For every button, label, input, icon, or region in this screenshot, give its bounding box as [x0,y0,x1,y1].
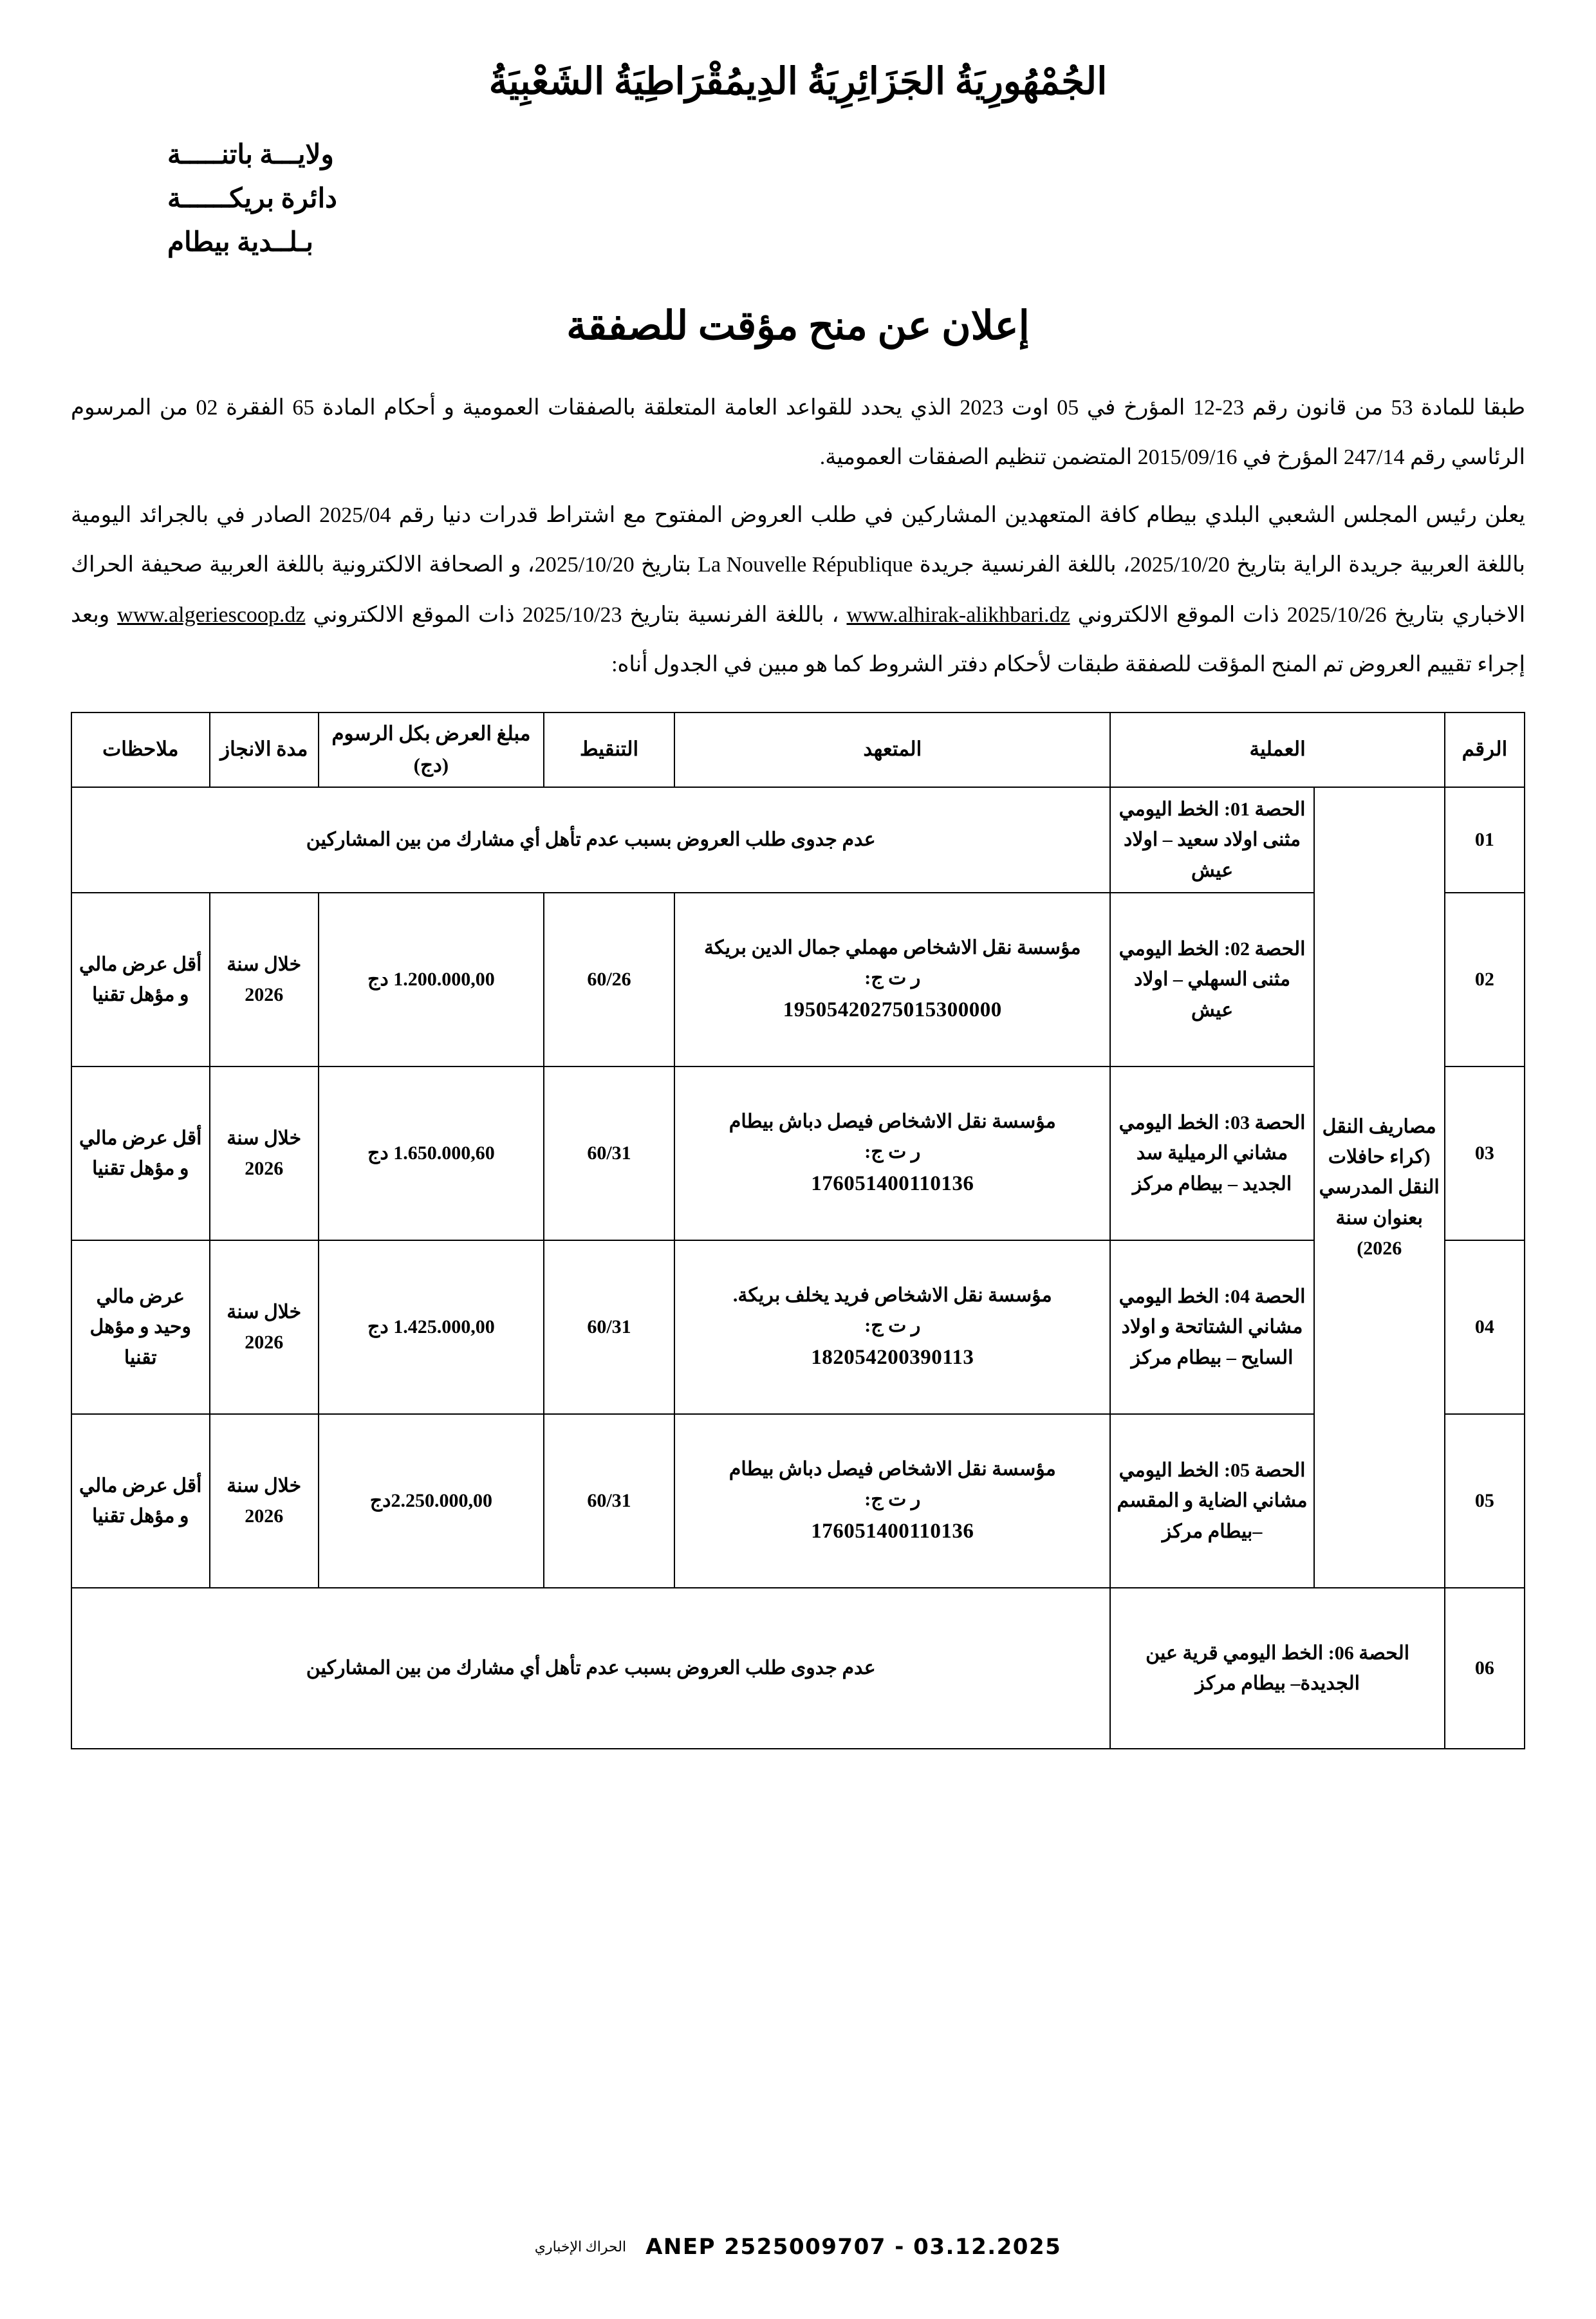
row-number: 06 [1445,1588,1525,1749]
header-operation: العملية [1110,712,1444,787]
body-text [71,383,1525,690]
bidder-name: مؤسسة نقل الاشخاص فيصل دباش بيطام [728,1458,1056,1480]
rc-label: ر ت ج: [864,1315,921,1337]
table-row [71,1066,1525,1240]
announcement-paragraph [71,490,1525,690]
header-notes: ملاحظات [71,712,210,787]
lot-description: الحصة 04: الخط اليومي مشاني الشتاتحة و اولاد السايح – بيطام مركز [1110,1240,1313,1414]
duration-cell: خلال سنة 2026 [210,1240,319,1414]
note-cell: أقل عرض مالي و مؤهل تقنيا [71,1414,210,1588]
rc-number: 182054200390113 [811,1346,974,1370]
bidder-cell [674,893,1110,1066]
header-num: الرقم [1445,712,1525,787]
score-cell: 60/31 [544,1240,674,1414]
duration-cell: خلال سنة 2026 [210,893,319,1066]
rc-label: ر ت ج: [864,1489,921,1511]
announcement-line-4a: باللغة الفرنسية بتاريخ 2025/10/23 ذات الموقع الالكتروني [313,602,824,627]
wilaya-line: ولايـــة باتنـــــة [167,140,334,170]
table-row [71,1414,1525,1588]
lot-description: الحصة 05: الخط اليومي مشاني الضاية و المقسم –بيطام مركز [1110,1414,1313,1588]
document-page [0,61,1596,2319]
administration-block [71,133,1525,265]
page-title: إعلان عن منح مؤقت للصفقة [566,304,1030,348]
legal-basis-paragraph [71,383,1525,483]
daira-line: دائرة بريكــــــة [167,183,337,214]
announcement-line-5: طبقات لأحكام دفتر الشروط كما هو مبين في الجدول أناه: [611,653,1120,677]
announcement-line-3b: ، [831,602,839,627]
announcement-line-2b: بتاريخ 2025/10/20، و [510,553,691,577]
table-header-row [71,712,1525,787]
void-notice: عدم جدوى طلب العروض بسبب عدم تأهل أي مشارك من بين المشاركين [71,787,1110,893]
lot-description: الحصة 06: الخط اليومي قرية عين الجديدة– بيطام مركز [1110,1588,1444,1749]
legal-basis-line-2: 02 من المرسوم الرئاسي رقم 247/14 المؤرخ في 2015/09/16 المتضمن تنظيم الصفقات العمومية. [71,395,1525,470]
table-row [71,1240,1525,1414]
duration-cell: خلال سنة 2026 [210,1414,319,1588]
award-table [71,712,1525,1749]
amount-cell: 1.200.000,00 دج [319,893,544,1066]
bidder-name: مؤسسة نقل الاشخاص مهملي جمال الدين بريكة [704,936,1081,958]
note-cell: أقل عرض مالي و مؤهل تقنيا [71,893,210,1066]
score-cell: 60/31 [544,1414,674,1588]
duration-cell: خلال سنة 2026 [210,1066,319,1240]
note-cell: أقل عرض مالي و مؤهل تقنيا [71,1066,210,1240]
bidder-cell [674,1240,1110,1414]
bidder-cell [674,1414,1110,1588]
republic-heading: الجُمْهُورِيَةُ الجَزَائِرِيَةُ الدِيمُقْرَاطِيَةُ الشَعْبِيَةُ [488,61,1108,102]
announcement-line-4b: وبعد إجراء تقييم العروض تم المنح المؤقت للصفقة [71,602,1525,677]
row-number: 05 [1445,1414,1525,1588]
announcement-line-3a: الصحافة الالكترونية باللغة العربية صحيفة الحراك الاخباري بتاريخ 2025/10/26 ذات الموقع الالكتروني [71,553,1526,627]
note-cell: عرض مالي وحيد و مؤهل تقنيا [71,1240,210,1414]
void-notice: عدم جدوى طلب العروض بسبب عدم تأهل أي مشارك من بين المشاركين [71,1588,1110,1749]
algeriescoop-website-link[interactable]: www.algeriescoop.dz [117,602,306,627]
lot-description: الحصة 02: الخط اليومي مثنى السهلي – اولاد عيش [1110,893,1313,1066]
rc-label: ر ت ج: [864,967,921,989]
amount-cell: 1.425.000,00 دج [319,1240,544,1414]
rc-number: 176051400110136 [811,1520,974,1543]
amount-cell: 2.250.000,00دج [319,1414,544,1588]
row-number: 01 [1445,787,1525,893]
row-number: 02 [1445,893,1525,1066]
table-row [71,787,1525,893]
anep-reference: ANEP 2525009707 - 03.12.2025 [645,2234,1062,2260]
score-cell: 60/31 [544,1066,674,1240]
legal-basis-line-1: طبقا للمادة 53 من قانون رقم 23-12 المؤرخ في 05 اوت 2023 الذي يحدد للقواعد العامة المتعلقة بالصفقات العمومية و أحكام المادة 65 الفقرة [226,395,1526,420]
header-bidder: المتعهد [674,712,1110,787]
header-score: التنقيط [544,712,674,787]
table-row [71,893,1525,1066]
alhirak-website-link[interactable]: www.alhirak-alikhbari.dz [846,602,1070,627]
lot-description: الحصة 01: الخط اليومي مثنى اولاد سعيد – اولاد عيش [1110,787,1313,893]
rc-label: ر ت ج: [864,1141,921,1163]
amount-cell: 1.650.000,60 دج [319,1066,544,1240]
lot-description: الحصة 03: الخط اليومي مشاني الرميلية سد الجديد – بيطام مركز [1110,1066,1313,1240]
bidder-name: مؤسسة نقل الاشخاص فريد يخلف بريكة. [732,1284,1052,1306]
score-cell: 60/26 [544,893,674,1066]
table-row [71,1588,1525,1749]
header-duration: مدة الانجاز [210,712,319,787]
announcement-line-2a: اليومية باللغة العربية جريدة الراية بتاريخ 2025/10/20، باللغة الفرنسية جريدة [71,503,1525,577]
row-number: 04 [1445,1240,1525,1414]
bidder-name: مؤسسة نقل الاشخاص فيصل دباش بيطام [728,1110,1056,1132]
announcement-line-1: يعلن رئيس المجلس الشعبي البلدي بيطام كافة المتعهدين المشاركين في طلب العروض المفتوح مع اشتراط قدرات دنيا رقم 2025/04 الصادر في بالجرائد [139,503,1525,527]
baladiya-line: بـلــدية بيطام [167,227,313,257]
page-footer [0,2234,1596,2260]
footer-source: الحراك الإخباري [534,2239,627,2255]
bidder-cell [674,1066,1110,1240]
newspaper-french-name: La Nouvelle République [698,553,913,577]
header-amount: مبلغ العرض بكل الرسوم (دج) [319,712,544,787]
operation-merged-cell: مصاريف النقل (كراء حافلات النقل المدرسي بعنوان سنة 2026) [1314,787,1445,1588]
rc-number: 176051400110136 [811,1172,974,1196]
row-number: 03 [1445,1066,1525,1240]
rc-number: 19505420275015300000 [783,998,1002,1022]
